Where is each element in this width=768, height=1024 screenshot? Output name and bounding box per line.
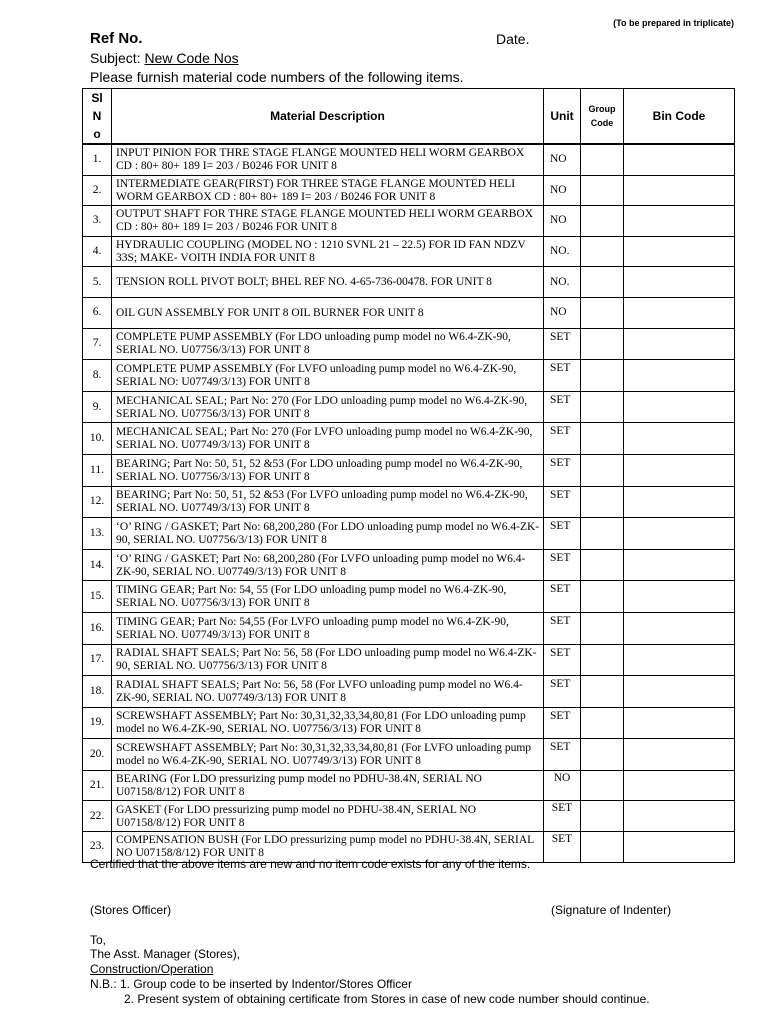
row-bin-code <box>624 328 735 360</box>
column-header-bin-code: Bin Code <box>624 89 735 144</box>
row-group-code <box>581 360 624 392</box>
row-unit: NO <box>544 297 581 328</box>
row-unit: SET <box>544 707 581 739</box>
row-bin-code <box>624 145 735 176</box>
row-bin-code <box>624 549 735 581</box>
row-description: BEARING (For LDO pressurizing pump model no PDHU-38.4N, SERIAL NO U07158/8/12) FOR UNIT 8 <box>112 770 544 801</box>
table-row <box>83 612 735 644</box>
row-description: ‘O’ RING / GASKET; Part No: 68,200,280 (For LDO unloading pump model no W6.4-ZK-90, SERIAL NO. U07756/3/13) FOR UNIT 8 <box>112 518 544 550</box>
row-bin-code <box>624 832 735 863</box>
row-description: MECHANICAL SEAL; Part No: 270 (For LDO unloading pump model no W6.4-ZK-90, SERIAL NO. U07756/3/13) FOR UNIT 8 <box>112 391 544 423</box>
row-unit: NO. <box>544 236 581 267</box>
row-group-code <box>581 644 624 676</box>
row-bin-code <box>624 206 735 237</box>
row-group-code <box>581 676 624 708</box>
table-row <box>83 518 735 550</box>
row-number: 1. <box>83 145 112 176</box>
row-unit: NO. <box>544 267 581 298</box>
table-row <box>83 644 735 676</box>
row-unit: SET <box>544 676 581 708</box>
row-bin-code <box>624 770 735 801</box>
row-bin-code <box>624 267 735 298</box>
row-description: BEARING; Part No: 50, 51, 52 &53 (For LDO unloading pump model no W6.4-ZK-90, SERIAL NO. U07756/3/13) FOR UNIT 8 <box>112 454 544 486</box>
table-row <box>83 454 735 486</box>
row-description: SCREWSHAFT ASSEMBLY; Part No: 30,31,32,33,34,80,81 (For LDO unloading pump model no W6.4-ZK-90, SERIAL NO. U07756/3/13) FOR UNIT 8 <box>112 707 544 739</box>
row-number: 21. <box>83 770 112 801</box>
row-group-code <box>581 612 624 644</box>
row-number: 7. <box>83 328 112 360</box>
row-number: 6. <box>83 297 112 328</box>
row-bin-code <box>624 612 735 644</box>
row-description: OUTPUT SHAFT FOR THRE STAGE FLANGE MOUNTED HELI WORM GEARBOX CD : 80+ 80+ 189 I= 203 / B0246 FOR UNIT 8 <box>112 206 544 237</box>
row-group-code <box>581 236 624 267</box>
table-row <box>83 549 735 581</box>
ref-no-label: Ref No. <box>90 30 143 47</box>
row-group-code <box>581 739 624 771</box>
row-unit: SET <box>544 360 581 392</box>
stores-officer-label: (Stores Officer) <box>90 903 172 917</box>
row-number: 11. <box>83 454 112 486</box>
row-bin-code <box>624 391 735 423</box>
row-number: 17. <box>83 644 112 676</box>
row-unit: SET <box>544 612 581 644</box>
row-group-code <box>581 770 624 801</box>
row-unit: SET <box>544 801 581 832</box>
row-unit: SET <box>544 832 581 863</box>
row-description: RADIAL SHAFT SEALS; Part No: 56, 58 (For LVFO unloading pump model no W6.4-ZK-90, SERIAL NO. U07749/3/13) FOR UNIT 8 <box>112 676 544 708</box>
certification-text: Certified that the above items are new and no item code exists for any of the items. <box>90 857 531 871</box>
row-description: INTERMEDIATE GEAR(FIRST) FOR THREE STAGE FLANGE MOUNTED HELI WORM GEARBOX CD : 80+ 80+ 189 I= 203 / B0246 FOR UNIT 8 <box>112 175 544 206</box>
row-unit: SET <box>544 423 581 455</box>
department: Construction/Operation <box>90 962 214 976</box>
row-group-code <box>581 801 624 832</box>
row-description: TIMING GEAR; Part No: 54,55 (For LVFO unloading pump model no W6.4-ZK-90, SERIAL NO. U07749/3/13) FOR UNIT 8 <box>112 612 544 644</box>
instruction-text: Please furnish material code numbers of the following items. <box>90 69 464 85</box>
row-number: 8. <box>83 360 112 392</box>
table-row <box>83 360 735 392</box>
row-number: 4. <box>83 236 112 267</box>
row-bin-code <box>624 739 735 771</box>
column-header-group-code: Group Code <box>581 89 624 144</box>
row-unit: SET <box>544 486 581 518</box>
row-description: HYDRAULIC COUPLING (MODEL NO : 1210 SVNL 21 – 22.5) FOR ID FAN NDZV 33S; MAKE- VOITH INDIA FOR UNIT 8 <box>112 236 544 267</box>
row-description: COMPLETE PUMP ASSEMBLY (For LDO unloading pump model no W6.4-ZK-90, SERIAL NO. U07756/3/13) FOR UNIT 8 <box>112 328 544 360</box>
row-unit: SET <box>544 454 581 486</box>
addressee: The Asst. Manager (Stores), <box>90 947 241 961</box>
row-unit: SET <box>544 581 581 613</box>
row-group-code <box>581 391 624 423</box>
row-description: TIMING GEAR; Part No: 54, 55 (For LDO unloading pump model no W6.4-ZK-90, SERIAL NO. U07756/3/13) FOR UNIT 8 <box>112 581 544 613</box>
row-group-code <box>581 206 624 237</box>
table-row <box>83 267 735 298</box>
table-row <box>83 676 735 708</box>
note-2: 2. Present system of obtaining certificate from Stores in case of new code number should continue. <box>124 992 650 1006</box>
table-row <box>83 770 735 801</box>
row-unit: NO <box>544 175 581 206</box>
row-bin-code <box>624 644 735 676</box>
table-row <box>83 739 735 771</box>
table-row <box>83 206 735 237</box>
table-row <box>83 297 735 328</box>
subject-label: Subject: <box>90 50 141 66</box>
note-1: N.B.: 1. Group code to be inserted by Indentor/Stores Officer <box>90 977 412 991</box>
row-bin-code <box>624 801 735 832</box>
table-row <box>83 801 735 832</box>
table-row <box>83 236 735 267</box>
table-row <box>83 423 735 455</box>
row-group-code <box>581 175 624 206</box>
row-group-code <box>581 581 624 613</box>
subject-line <box>90 50 239 66</box>
triplicate-note: (To be prepared in triplicate) <box>613 18 734 28</box>
row-description: COMPLETE PUMP ASSEMBLY (For LVFO unloading pump model no W6.4-ZK-90, SERIAL NO: U07749/3/13) FOR UNIT 8 <box>112 360 544 392</box>
row-unit: SET <box>544 328 581 360</box>
row-bin-code <box>624 486 735 518</box>
row-bin-code <box>624 297 735 328</box>
row-bin-code <box>624 423 735 455</box>
column-header-unit: Unit <box>544 89 581 144</box>
table-row <box>83 486 735 518</box>
row-unit: SET <box>544 739 581 771</box>
row-unit: NO <box>544 145 581 176</box>
table-row <box>83 581 735 613</box>
row-group-code <box>581 707 624 739</box>
row-bin-code <box>624 236 735 267</box>
row-number: 10. <box>83 423 112 455</box>
row-number: 3. <box>83 206 112 237</box>
table-header <box>82 88 735 144</box>
table-row <box>83 328 735 360</box>
row-number: 9. <box>83 391 112 423</box>
row-unit: SET <box>544 518 581 550</box>
signature-label: (Signature of Indenter) <box>551 903 672 917</box>
row-description: TENSION ROLL PIVOT BOLT; BHEL REF NO. 4-65-736-00478. FOR UNIT 8 <box>112 267 544 298</box>
row-group-code <box>581 454 624 486</box>
row-description: GASKET (For LDO pressurizing pump model no PDHU-38.4N, SERIAL NO U07158/8/12) FOR UNIT 8 <box>112 801 544 832</box>
row-bin-code <box>624 360 735 392</box>
row-unit: SET <box>544 644 581 676</box>
row-number: 20. <box>83 739 112 771</box>
column-header-material-description: Material Description <box>112 89 544 144</box>
row-number: 18. <box>83 676 112 708</box>
row-group-code <box>581 328 624 360</box>
date-label: Date. <box>496 31 530 47</box>
table-row <box>83 391 735 423</box>
row-number: 2. <box>83 175 112 206</box>
row-number: 5. <box>83 267 112 298</box>
row-unit: SET <box>544 549 581 581</box>
row-description: MECHANICAL SEAL; Part No: 270 (For LVFO unloading pump model no W6.4-ZK-90, SERIAL NO. U07749/3/13) FOR UNIT 8 <box>112 423 544 455</box>
row-description: ‘O’ RING / GASKET; Part No: 68,200,280 (For LVFO unloading pump model no W6.4-ZK-90, SERIAL NO. U07749/3/13) FOR UNIT 8 <box>112 549 544 581</box>
row-number: 19. <box>83 707 112 739</box>
table-row <box>83 175 735 206</box>
row-group-code <box>581 423 624 455</box>
row-unit: SET <box>544 391 581 423</box>
row-description: RADIAL SHAFT SEALS; Part No: 56, 58 (For LDO unloading pump model no W6.4-ZK-90, SERIAL NO. U07756/3/13) FOR UNIT 8 <box>112 644 544 676</box>
row-bin-code <box>624 518 735 550</box>
row-unit: NO <box>544 770 581 801</box>
row-number: 15. <box>83 581 112 613</box>
row-group-code <box>581 486 624 518</box>
row-group-code <box>581 832 624 863</box>
row-number: 13. <box>83 518 112 550</box>
row-number: 12. <box>83 486 112 518</box>
items-table <box>82 144 735 863</box>
row-number: 16. <box>83 612 112 644</box>
row-bin-code <box>624 676 735 708</box>
row-number: 23. <box>83 832 112 863</box>
row-group-code <box>581 267 624 298</box>
row-bin-code <box>624 175 735 206</box>
row-bin-code <box>624 454 735 486</box>
row-description: SCREWSHAFT ASSEMBLY; Part No: 30,31,32,33,34,80,81 (For LVFO unloading pump model no W6.4-ZK-90, SERIAL NO. U07749/3/13) FOR UNIT 8 <box>112 739 544 771</box>
row-number: 14. <box>83 549 112 581</box>
subject-value: New Code Nos <box>144 50 239 66</box>
row-group-code <box>581 297 624 328</box>
row-description: OIL GUN ASSEMBLY FOR UNIT 8 OIL BURNER FOR UNIT 8 <box>112 297 544 328</box>
row-group-code <box>581 518 624 550</box>
row-bin-code <box>624 581 735 613</box>
row-group-code <box>581 145 624 176</box>
row-bin-code <box>624 707 735 739</box>
row-group-code <box>581 549 624 581</box>
to-label: To, <box>90 933 107 947</box>
row-unit: NO <box>544 206 581 237</box>
row-number: 22. <box>83 801 112 832</box>
row-description: INPUT PINION FOR THRE STAGE FLANGE MOUNTED HELI WORM GEARBOX CD : 80+ 80+ 189 I= 203 / B0246 FOR UNIT 8 <box>112 145 544 176</box>
table-row <box>83 145 735 176</box>
row-description: BEARING; Part No: 50, 51, 52 &53 (For LVFO unloading pump model no W6.4-ZK-90, SERIAL NO. U07749/3/13) FOR UNIT 8 <box>112 486 544 518</box>
column-header-sl-no: Sl N o <box>83 89 112 144</box>
row-description: COMPENSATION BUSH (For LDO pressurizing pump model no PDHU-38.4N, SERIAL NO U07158/8/12) FOR UNIT 8 <box>112 832 544 863</box>
table-row <box>83 707 735 739</box>
